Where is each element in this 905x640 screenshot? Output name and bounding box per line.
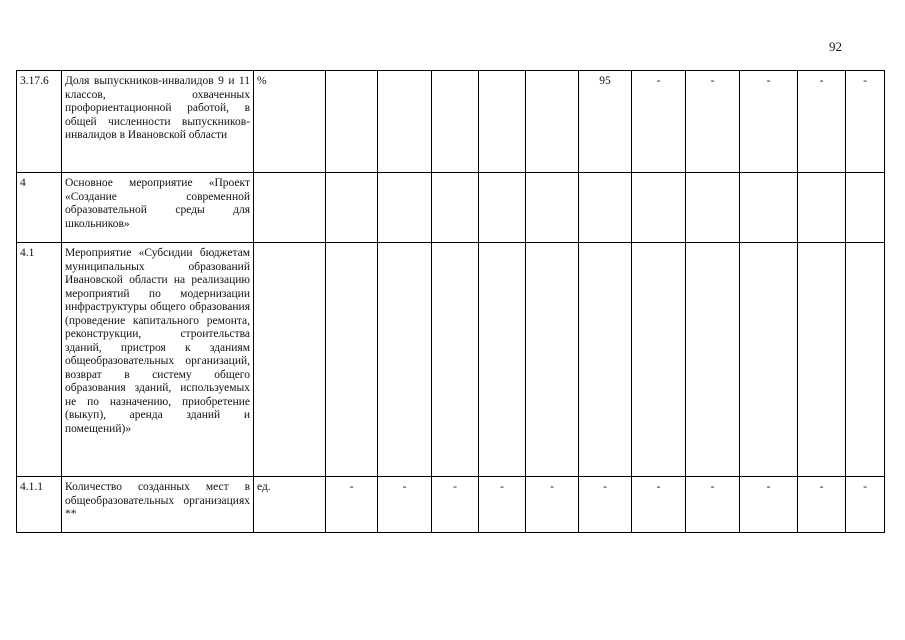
row-number: 4.1: [17, 243, 62, 477]
value-cell: -: [686, 71, 740, 173]
value-cell: [326, 243, 378, 477]
value-cell: -: [740, 71, 798, 173]
value-cell: -: [798, 477, 846, 533]
value-cell: -: [326, 477, 378, 533]
row-name: Мероприятие «Субсидии бюджетам муниципальных образований Ивановской области на реализацию мероприятий по модернизации инфраструктуры общего образования (проведение капитального ремонта, реконструкции, строительства зданий, пристроя к зданиям общеобразовательных организаций, возврат в систему общего образования зданий, используемых не по назначению, приобретение (выкуп), аренда зданий и помещений)»: [62, 243, 254, 477]
value-cell: [579, 173, 632, 243]
value-cell: [378, 173, 432, 243]
row-name: Количество созданных мест в общеобразовательных организациях **: [62, 477, 254, 533]
value-cell: [846, 173, 885, 243]
value-cell: [798, 243, 846, 477]
value-cell: [632, 173, 686, 243]
table-row: [17, 477, 885, 533]
value-cell: -: [526, 477, 579, 533]
value-cell: -: [378, 477, 432, 533]
row-number: 4.1.1: [17, 477, 62, 533]
value-cell: [686, 173, 740, 243]
value-cell: -: [479, 477, 526, 533]
value-cell: -: [432, 477, 479, 533]
value-cell: [632, 243, 686, 477]
value-cell: [579, 243, 632, 477]
value-cell: -: [846, 71, 885, 173]
table-row: [17, 243, 885, 477]
value-cell: [378, 243, 432, 477]
value-cell: [479, 173, 526, 243]
value-cell: 95: [579, 71, 632, 173]
value-cell: [740, 173, 798, 243]
row-unit: ед.: [254, 477, 326, 533]
value-cell: [686, 243, 740, 477]
value-cell: [479, 71, 526, 173]
table-row: [17, 173, 885, 243]
value-cell: [326, 71, 378, 173]
value-cell: [740, 243, 798, 477]
value-cell: -: [632, 477, 686, 533]
row-number: 4: [17, 173, 62, 243]
value-cell: -: [579, 477, 632, 533]
value-cell: [432, 173, 479, 243]
value-cell: -: [686, 477, 740, 533]
value-cell: [432, 243, 479, 477]
row-number: 3.17.6: [17, 71, 62, 173]
value-cell: [526, 173, 579, 243]
row-unit: %: [254, 71, 326, 173]
row-unit: [254, 243, 326, 477]
value-cell: -: [846, 477, 885, 533]
value-cell: -: [798, 71, 846, 173]
table-row: [17, 71, 885, 173]
value-cell: [798, 173, 846, 243]
value-cell: -: [740, 477, 798, 533]
value-cell: -: [632, 71, 686, 173]
value-cell: [846, 243, 885, 477]
value-cell: [479, 243, 526, 477]
row-unit: [254, 173, 326, 243]
value-cell: [432, 71, 479, 173]
value-cell: [526, 243, 579, 477]
page-number: 92: [829, 39, 842, 54]
row-name: Основное мероприятие «Проект «Создание современной образовательной среды для школьников»: [62, 173, 254, 243]
value-cell: [378, 71, 432, 173]
indicators-table: [16, 70, 885, 533]
value-cell: [326, 173, 378, 243]
value-cell: [526, 71, 579, 173]
row-name: Доля выпускников-инвалидов 9 и 11 классов, охваченных профориентационной работой, в общей численности выпускников-инвалидов в Ивановской области: [62, 71, 254, 173]
